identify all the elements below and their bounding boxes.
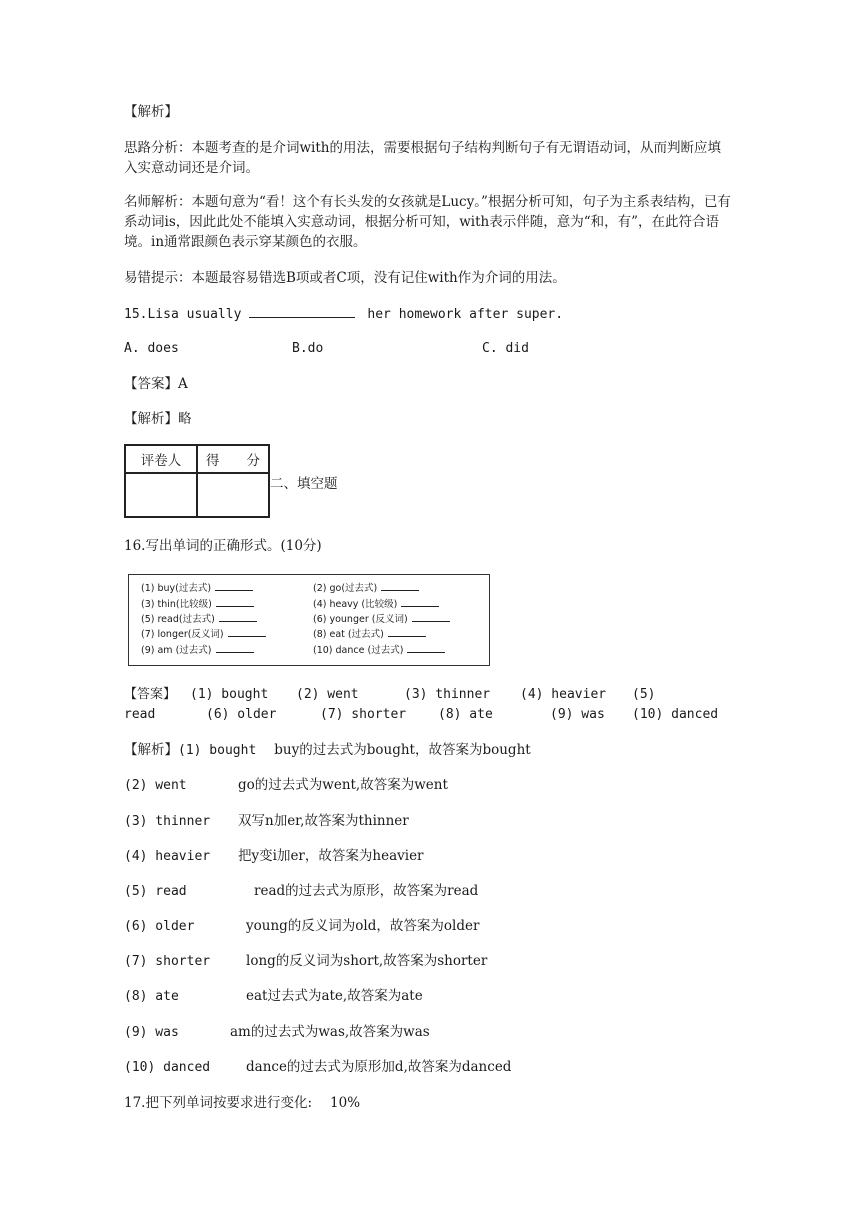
q15-option-c: C. did <box>482 341 529 356</box>
q16-explain-text-6: young的反义词为old，故答案为older <box>246 918 480 934</box>
q16-answer-8: (8) ate <box>438 707 493 722</box>
q16-explain-6 <box>124 916 479 937</box>
q16-explain-2 <box>124 775 448 796</box>
q16-answer-4: (4) heavier <box>520 687 607 702</box>
q16-explain-8 <box>124 986 423 1007</box>
score-table <box>124 444 270 518</box>
box-item-2: (2) go(过去式) <box>313 580 419 594</box>
q17-title: 17.把下列单词按要求进行变化: <box>124 1095 313 1111</box>
q15-prefix: 15.Lisa usually <box>124 307 242 322</box>
box-item-8: (8) eat (过去式) <box>313 626 426 640</box>
q16-explain-text-2: go的过去式为went,故答案为went <box>238 777 448 793</box>
q16-explain-num-7: (7) shorter <box>124 954 211 969</box>
analysis-paragraph-2: 名师解析：本题句意为“看！这个有长头发的女孩就是Lucy。”根据分析可知，句子为主系表结构，已有系动词is，因此此处不能填入实意动词，根据分析可知，with表示伴随，意为“和，有”，在此符合语境。in通常跟颜色表示穿某颜色的衣服。 <box>124 194 731 250</box>
q16-answer-5-word: read <box>124 707 156 722</box>
q16-explain-text-7: long的反义词为short,故答案为shorter <box>246 953 488 969</box>
q15-suffix: her homework after super. <box>367 307 564 322</box>
question-17 <box>124 1093 360 1113</box>
q16-answer-1: (1) bought <box>190 687 269 702</box>
q16-explain-text-4: 把y变i加er，故答案为heavier <box>238 848 424 864</box>
box-item-4: (4) heavy (比较级) <box>313 596 439 610</box>
reviewer-cell <box>125 473 197 517</box>
question-15 <box>124 303 563 325</box>
q16-explain-text-8: eat过去式为ate,故答案为ate <box>246 988 423 1004</box>
q15-blank <box>249 303 355 318</box>
q15-analysis: 【解析】略 <box>124 411 192 427</box>
q16-answer-3: (3) thinner <box>404 687 491 702</box>
q16-explain-num-8: (8) ate <box>124 989 179 1004</box>
q17-score: 10% <box>330 1095 361 1111</box>
q16-explain-num-9: (9) was <box>124 1025 179 1040</box>
q16-explain-5 <box>124 881 478 902</box>
analysis-paragraph-1: 思路分析：本题考查的是介词with的用法，需要根据句子结构判断句子有无谓语动词，从而判断应填入实意动词还是介词。 <box>124 140 721 176</box>
q16-explain-9 <box>124 1022 430 1043</box>
score-header: 得 分 <box>197 445 269 473</box>
section-title: 二、填空题 <box>270 476 338 492</box>
q16-explain-num-10: (10) danced <box>124 1060 211 1075</box>
box-item-6: (6) younger (反义词) <box>313 611 450 625</box>
q16-explain-text-1: buy的过去式为bought，故答案为bought <box>274 742 531 758</box>
q16-explain-label: 【解析】 <box>124 742 178 758</box>
q16-answer-5: (5) <box>632 687 656 702</box>
box-item-1: (1) buy(过去式) <box>141 580 253 594</box>
q16-explain-3 <box>124 811 409 832</box>
q16-explain-text-10: dance的过去式为原形加d,故答案为danced <box>246 1059 512 1075</box>
q16-answer-9: (9) was <box>550 707 605 722</box>
q16-explain-1 <box>124 740 531 761</box>
q16-explain-num-5: (5) read <box>124 884 187 899</box>
score-cell <box>197 473 269 517</box>
q16-explain-num-4: (4) heavier <box>124 849 211 864</box>
q15-option-b: B.do <box>292 341 324 356</box>
analysis-label: 【解析】 <box>124 104 178 120</box>
q16-answer-6: (6) older <box>206 707 277 722</box>
q16-explain-num-2: (2) went <box>124 778 187 793</box>
q16-answer-10: (10) danced <box>632 707 719 722</box>
analysis-paragraph-3: 易错提示：本题最容易错选B项或者C项，没有记住with作为介词的用法。 <box>124 270 566 286</box>
q16-explain-text-5: read的过去式为原形，故答案为read <box>254 883 479 899</box>
q15-option-a: A. does <box>124 341 179 356</box>
q16-explain-num-6: (6) older <box>124 919 195 934</box>
box-item-5: (5) read(过去式) <box>141 611 257 625</box>
q16-word-box <box>128 574 490 666</box>
q16-explain-num-3: (3) thinner <box>124 814 211 829</box>
box-item-9: (9) am (过去式) <box>141 642 254 656</box>
q16-explain-text-9: am的过去式为was,故答案为was <box>230 1024 430 1040</box>
q16-explain-10 <box>124 1057 511 1078</box>
q16-explain-7 <box>124 951 487 972</box>
q16-answer-2: (2) went <box>296 687 359 702</box>
q16-title: 16.写出单词的正确形式。(10分) <box>124 538 322 554</box>
q16-answer-label: 【答案】 <box>124 687 177 702</box>
q16-answer-7: (7) shorter <box>320 707 407 722</box>
q16-explain-num-1: (1) bought <box>178 743 257 758</box>
box-item-10: (10) dance (过去式) <box>313 642 445 656</box>
box-item-3: (3) thin(比较级) <box>141 596 254 610</box>
box-item-7: (7) longer(反义词) <box>141 626 266 640</box>
reviewer-header: 评卷人 <box>125 445 197 473</box>
q16-explain-4 <box>124 846 424 867</box>
q16-explain-text-3: 双写n加er,故答案为thinner <box>238 813 409 829</box>
q15-answer: 【答案】A <box>124 376 188 392</box>
